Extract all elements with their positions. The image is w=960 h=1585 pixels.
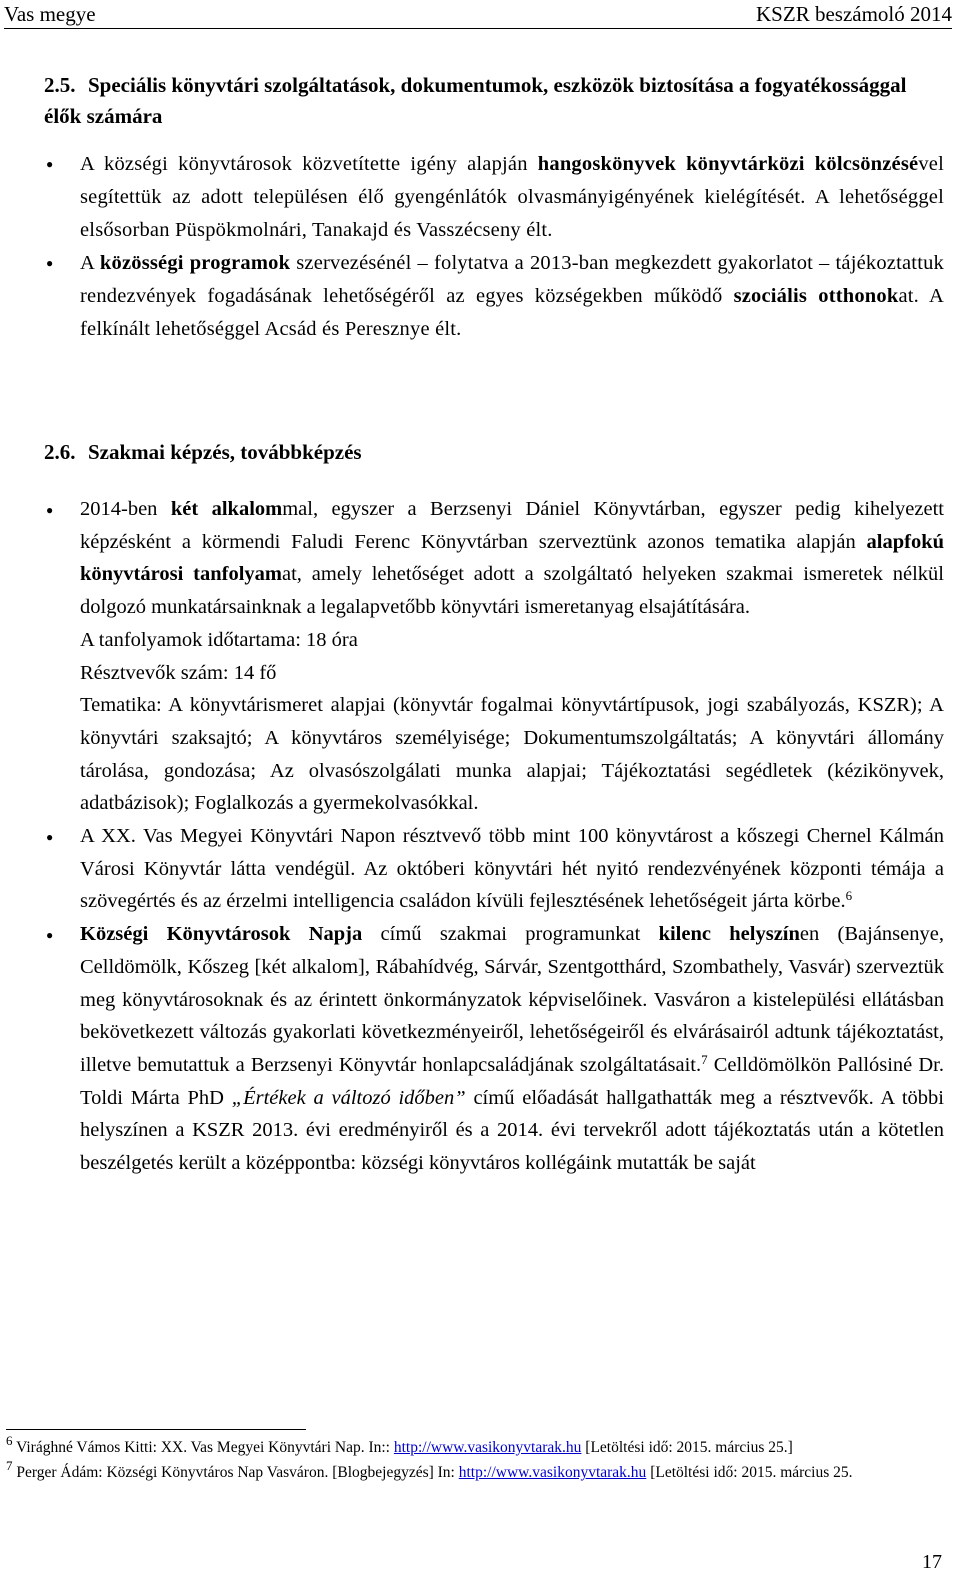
section-2-6-list	[80, 493, 944, 1180]
section-heading-2-5	[44, 70, 944, 132]
footnote-divider	[6, 1429, 306, 1430]
section-title: Speciális könyvtári szolgáltatások, dokumentumok, eszközök biztosítása a fogyatékossággal élők számára	[44, 73, 907, 128]
list-item: ● A községi könyvtárosok közvetítette igény alapján hangoskönyvek könyvtárközi kölcsönzésével segítettük az adott településen élő gyengénlátók olvasmányigényének kielégítését. A lehetőséggel elsősorban Püspökmolnári, Tanakajd és Vasszécseny élt.	[80, 148, 944, 247]
list-item: ● Községi Könyvtárosok Napja című szakmai programunkat kilenc helyszínen (Bajánsenye, Celldömölk, Kőszeg [két alkalom], Rábahídvég, Sárvár, Szentgotthárd, Szombathely, Vasvár) szerveztük meg könyvtárosoknak és az érintett önkormányzatok képviselőinek. Vasváron a kistelepülési ellátásban bekövetkezett változás gyakorlati következményeiről, lehetőségeiről és elvárásairól adtunk tájékoztatást, illetve bemutattuk a Berzsenyi Könyvtár honlapcsaládjának szolgáltatásait.$^7$ Celldömölkön Pallósiné Dr. Toldi Márta PhD „Értékek a változó időben” című előadását hallgathatták meg a résztvevők. A többi helyszínen a KSZR 2013. évi eredményiről és a 2014. évi tervekről adott tájékoztatás után a kötetlen beszélgetés került a középpontba: községi könyvtáros kollégáink mutatták be saját	[80, 918, 944, 1180]
header-left: Vas megye	[4, 2, 96, 26]
header-right: KSZR beszámoló 2014	[756, 2, 952, 26]
section-title: Szakmai képzés, továbbképzés	[88, 440, 362, 464]
page-header	[4, 2, 952, 29]
section-heading-2-6	[44, 437, 944, 468]
page-number: 17	[922, 1551, 942, 1573]
footnote-link[interactable]: http://www.vasikonyvtarak.hu	[393, 1439, 582, 1456]
footnotes	[6, 1433, 944, 1488]
list-item: ● A közösségi programok szervezésénél – folytatva a 2013-ban megkezdett gyakorlatot – tájékoztattuk rendezvények fogadásának lehetőségéről az egyes községekben működő szociális otthonokat. A felkínált lehetőséggel Acsád és Peresznye élt.	[80, 247, 944, 346]
course-participants: Résztvevők szám: 14 fő	[80, 661, 277, 684]
section-number: 2.6.	[44, 440, 76, 464]
footnote-7: $^7$ Perger Ádám: Községi Könyvtáros Nap Vasváron. [Blogbejegyzés] In: http://www.vasikonyvtarak.hu [Letöltési idő: 2015. március 25.	[6, 1458, 853, 1481]
list-item: ● A XX. Vas Megyei Könyvtári Napon résztvevő több mint 100 könyvtárost a kőszegi Chernel Kálmán Városi Könyvtár látta vendégül. Az októberi könyvtári hét nyitó rendezvényének központi témája a szövegértés és az érzelmi intelligencia családon kívüli fejlesztésének lehetőségeit járta körbe.$^6$	[80, 820, 944, 918]
course-duration: A tanfolyamok időtartama: 18 óra	[80, 628, 358, 651]
footnote-ref[interactable]: 6	[845, 888, 853, 904]
footnote-ref[interactable]: 7	[701, 1051, 708, 1067]
section-2-5-list	[80, 148, 944, 346]
list-item: ● 2014-ben két alkalommal, egyszer a Berzsenyi Dániel Könyvtárban, egyszer pedig kihelyezett képzésként a körmendi Faludi Ferenc Könyvtárban szerveztünk azonos tematika alapján alapfokú könyvtárosi tanfolyamat, amely lehetőséget adott a szolgáltató helyeken szakmai ismeretek nélkül dolgozó munkatársainknak a legalapvetőbb könyvtári ismeretanyag elsajátítására. A tanfolyamok időtartama: 18 óra Résztvevők szám: 14 fő Tematika: A könyvtárismeret alapjai (könyvtár fogalmai könyvtártípusok, jogi szabályozás, KSZR); A könyvtári szaksajtó; A könyvtáros személyisége; Dokumentumszolgáltatás; A könyvtári állomány tárolása, gondozása; Az olvasószolgálati munka alapjai; Tájékoztatási segédletek (kézikönyvek, adatbázisok); Foglalkozás a gyermekolvasókkal.	[80, 493, 944, 820]
footnote-6: $^6$ Virághné Vámos Kitti: XX. Vas Megyei Könyvtári Nap. In:: http://www.vasikonyvtarak.hu [Letöltési idő: 2015. március 25.]	[6, 1433, 793, 1456]
section-number: 2.5.	[44, 73, 76, 97]
footnote-link[interactable]: http://www.vasikonyvtarak.hu	[458, 1464, 647, 1481]
course-topics: Tematika: A könyvtárismeret alapjai (könyvtár fogalmai könyvtártípusok, jogi szabályozás, KSZR); A könyvtári szaksajtó; A könyvtáros személyisége; Dokumentumszolgáltatás; A könyvtári állomány tárolása, gondozása; Az olvasószolgálati munka alapjai; Tájékoztatási segédletek (kézikönyvek, adatbázisok); Foglalkozás a gyermekolvasókkal.	[80, 694, 944, 815]
